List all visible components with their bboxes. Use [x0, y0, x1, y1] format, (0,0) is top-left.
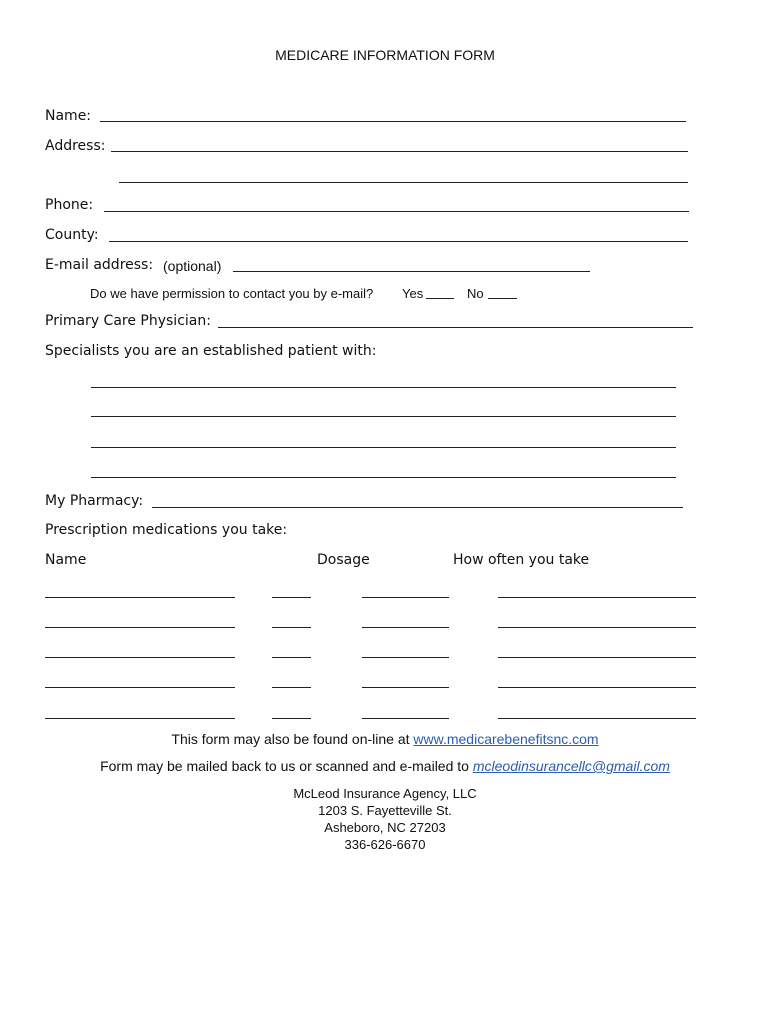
- med-name-field[interactable]: [45, 597, 235, 598]
- pharmacy-label: My Pharmacy:: [45, 493, 144, 509]
- med-dosage-field[interactable]: [272, 718, 311, 719]
- name-label: Name:: [45, 108, 92, 124]
- county-label: County:: [45, 227, 99, 243]
- phone-label: Phone:: [45, 197, 94, 213]
- address-field-line-2[interactable]: [119, 182, 688, 183]
- address-label: Address:: [45, 138, 106, 154]
- specialists-label: Specialists you are an established patient with:: [45, 343, 377, 359]
- specialist-field-3[interactable]: [91, 447, 676, 448]
- med-col-dosage: Dosage: [317, 552, 370, 568]
- med-dosage-unit-field[interactable]: [362, 657, 449, 658]
- website-link[interactable]: www.medicarebenefitsnc.com: [413, 731, 599, 747]
- address-field-line-1[interactable]: [111, 151, 688, 152]
- pcp-label: Primary Care Physician:: [45, 313, 211, 329]
- email-permission-question: Do we have permission to contact you by e-mail?: [90, 286, 374, 301]
- permission-yes-field[interactable]: [426, 298, 454, 299]
- agency-name: McLeod Insurance Agency, LLC: [293, 786, 477, 801]
- med-name-field[interactable]: [45, 657, 235, 658]
- med-frequency-field[interactable]: [498, 687, 696, 688]
- agency-city: Asheboro, NC 27203: [324, 820, 446, 835]
- med-frequency-field[interactable]: [498, 627, 696, 628]
- name-field[interactable]: [100, 121, 686, 122]
- specialist-field-4[interactable]: [91, 477, 676, 478]
- med-frequency-field[interactable]: [498, 657, 696, 658]
- agency-phone: 336-626-6670: [344, 837, 426, 852]
- pharmacy-field[interactable]: [152, 507, 683, 508]
- mail-note: [0, 758, 770, 774]
- med-name-field[interactable]: [45, 687, 235, 688]
- email-optional-note: (optional): [163, 258, 222, 274]
- specialist-field-2[interactable]: [91, 416, 676, 417]
- mail-note-text: Form may be mailed back to us or scanned and e-mailed to: [100, 758, 469, 774]
- county-field[interactable]: [109, 241, 688, 242]
- permission-no-label: No: [467, 286, 484, 301]
- med-frequency-field[interactable]: [498, 597, 696, 598]
- form-title: MEDICARE INFORMATION FORM: [275, 47, 495, 63]
- prescriptions-label: Prescription medications you take:: [45, 522, 288, 538]
- agency-street: 1203 S. Fayetteville St.: [318, 803, 452, 818]
- med-dosage-unit-field[interactable]: [362, 627, 449, 628]
- med-name-field[interactable]: [45, 718, 235, 719]
- online-note-text: This form may also be found on-line at: [171, 731, 410, 747]
- permission-no-field[interactable]: [488, 298, 517, 299]
- online-note: [0, 731, 770, 747]
- specialist-field-1[interactable]: [91, 387, 676, 388]
- med-dosage-field[interactable]: [272, 687, 311, 688]
- med-dosage-unit-field[interactable]: [362, 687, 449, 688]
- med-dosage-field[interactable]: [272, 657, 311, 658]
- email-label: E-mail address:: [45, 257, 154, 273]
- med-name-field[interactable]: [45, 627, 235, 628]
- med-dosage-unit-field[interactable]: [362, 718, 449, 719]
- med-col-frequency: How often you take: [453, 552, 590, 568]
- email-field[interactable]: [233, 271, 590, 272]
- email-link[interactable]: mcleodinsurancellc@gmail.com: [472, 758, 670, 774]
- med-dosage-field[interactable]: [272, 627, 311, 628]
- med-frequency-field[interactable]: [498, 718, 696, 719]
- med-col-name: Name: [45, 552, 87, 568]
- phone-field[interactable]: [104, 211, 689, 212]
- med-dosage-field[interactable]: [272, 597, 311, 598]
- pcp-field[interactable]: [218, 327, 693, 328]
- permission-yes-label: Yes: [402, 286, 424, 301]
- med-dosage-unit-field[interactable]: [362, 597, 449, 598]
